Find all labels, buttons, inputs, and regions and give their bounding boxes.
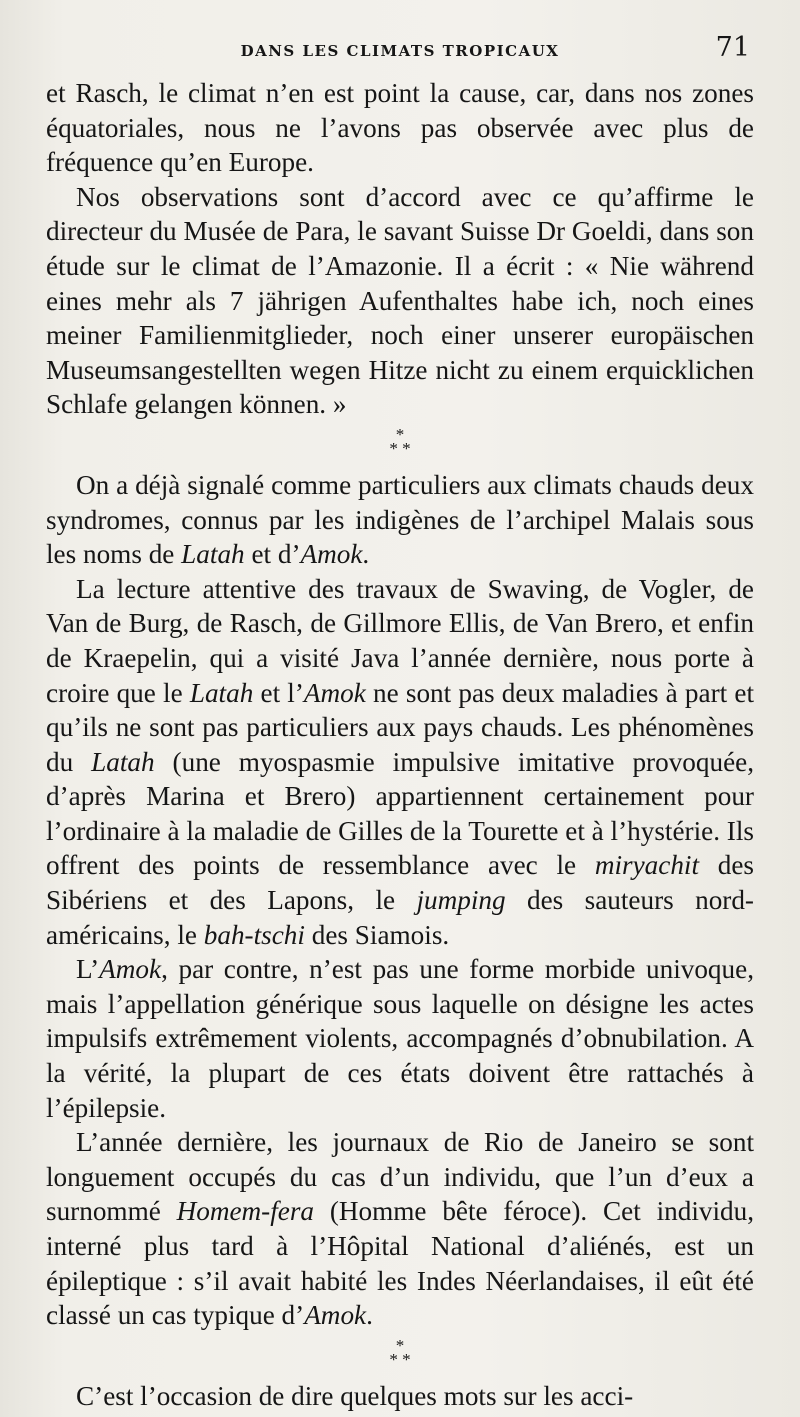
text-run: On a déjà signalé comme particuliers aux climats chauds deux syndromes, connus par les indigènes de l’archipel Malais sous les noms de — [46, 469, 754, 570]
italic-term: jumping — [416, 885, 506, 916]
paragraph — [46, 1379, 754, 1414]
running-title: DANS LES CLIMATS TROPICAUX — [240, 42, 560, 60]
asterism-top: * — [395, 424, 405, 444]
text-run: des Sibériens et des Lapons, le — [46, 850, 755, 916]
text-run: et d’ — [244, 539, 301, 570]
text-run: des sauteurs nord-américains, le — [46, 885, 754, 950]
asterism-separator — [46, 422, 754, 468]
paragraph — [46, 952, 754, 1125]
italic-term: Amok — [300, 539, 363, 570]
text-run: La lecture attentive des travaux de Swaving, de Vogler, de Van de Burg, de Rasch, de Gillmore Ellis, de Van Brero, et enfin de Kraepelin, qui a visité Java l’année dernière, nous porte à croire que le — [46, 573, 754, 708]
italic-term: bah-tschi — [203, 919, 305, 950]
italic-term: Latah — [189, 677, 254, 708]
italic-term: Amok — [303, 677, 366, 708]
text-run: L’ — [76, 954, 100, 985]
text-run: (une myospasmie impulsive imitative provoquée, d’après Marina et Brero) appartiennent certainement pour l’ordinaire à la maladie de Gilles de la Tourette et à l’hystérie. Ils offrent des points de ressemblance avec le — [46, 746, 754, 881]
running-head — [46, 28, 754, 76]
italic-term: Amok — [99, 954, 162, 985]
text-run: , par contre, n’est pas une forme morbide univoque, mais l’appellation générique sous laquelle on désigne les actes impulsifs extrêmement violents, accompagnés d’obnubilation. A la vérité, la plupart de ces états doivent être rattachés à l’épilepsie. — [46, 954, 754, 1123]
text-run: (Homme bête féroce). Cet individu, interné plus tard à l’Hôpital National d’aliénés, est un épileptique : s’il avait habité les Indes Néerlandaises, il eût été classé un cas typique d’ — [46, 1196, 755, 1331]
paragraph — [46, 76, 754, 180]
text-run: . — [362, 539, 370, 570]
text-run: ne sont pas deux maladies à part et qu’ils ne sont pas particuliers aux pays chauds. Les phénomènes du — [46, 677, 754, 777]
paragraph — [46, 572, 754, 953]
text-run: et l’ — [253, 677, 304, 708]
asterism-bottom: * * — [389, 1349, 411, 1369]
text-run: L’année dernière, les journaux de Rio de Janeiro se sont longuement occupés du cas d’un individu, que l’un d’eux a surnommé — [46, 1127, 754, 1227]
asterism-separator — [46, 1333, 754, 1379]
text-run: des Siamois. — [304, 919, 450, 950]
paragraph — [46, 180, 754, 422]
asterism-top: * — [395, 1335, 405, 1355]
italic-term: Amok — [304, 1300, 367, 1331]
body-text — [46, 76, 754, 1413]
text-run: Nos observations sont d’accord avec ce qu’affirme le directeur du Musée de Para, le savant Suisse Dr Goeldi, dans son étude sur le climat de l’Amazonie. Il a écrit : « Nie während eines mehr als 7 jährigen Aufenthaltes habe ich, noch eines meiner Familienmitglieder, noch einer unserer europäischen Museumsangestellten wegen Hitze nicht zu einem erquicklichen Schlafe gelangen können. » — [46, 181, 754, 420]
italic-term: Latah — [91, 746, 155, 777]
paragraph — [46, 1125, 754, 1333]
asterism-bottom: * * — [389, 438, 411, 458]
page-number: 71 — [715, 32, 750, 63]
text-run: C’est l’occasion de dire quelques mots sur les acci- — [76, 1380, 634, 1411]
paragraph — [46, 468, 754, 572]
text-run: et Rasch, le climat n’en est point la cause, car, dans nos zones équatoriales, nous ne l’avons pas observée avec plus de fréquence qu’en Europe. — [46, 78, 754, 178]
italic-term: Homem-fera — [176, 1196, 315, 1227]
text-run: . — [366, 1300, 373, 1331]
italic-term: Latah — [181, 539, 245, 570]
italic-term: miryachit — [594, 850, 700, 881]
